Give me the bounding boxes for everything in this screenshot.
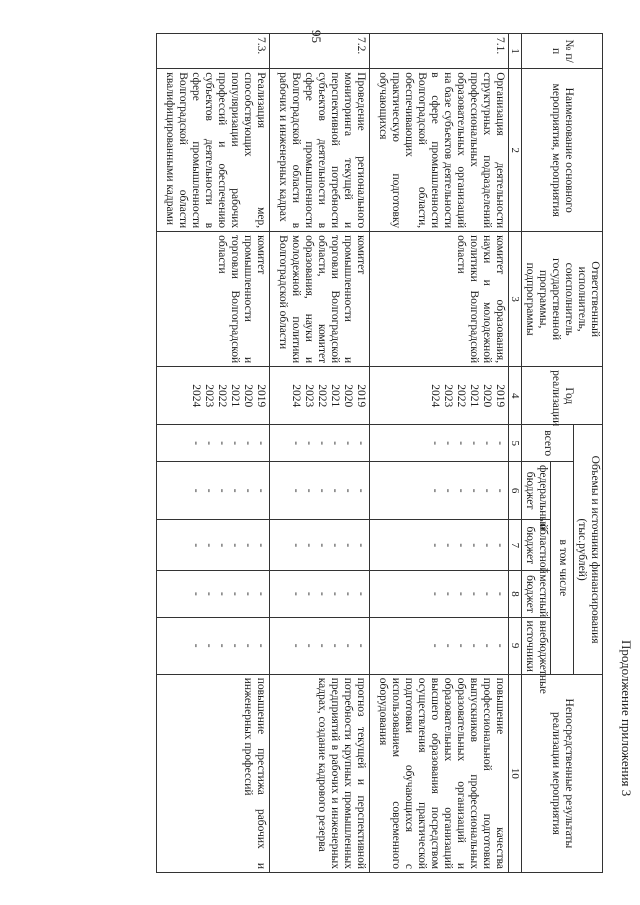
amount-dash: - (315, 543, 328, 548)
year-value: 2019 (354, 384, 367, 408)
amount-dash: - (241, 592, 254, 596)
col-num: 3 (508, 232, 521, 367)
amount-dash: - (190, 441, 203, 446)
header-results: Непосредственные результаты реализации мероприятия (522, 674, 603, 872)
measure-result: прогноз текущей и перспективной потребности крупных промышленных предприятий в рабочих и инженерных кадрах, создание кадрового резерва (269, 674, 369, 872)
year-list (269, 367, 369, 425)
amount-dash: - (454, 643, 467, 648)
col-num: 6 (508, 461, 521, 519)
measure-executor: комитет образования, науки и молодежной политики Волгоградской области (369, 232, 508, 367)
col-num: 1 (508, 34, 521, 69)
amount-dash: - (441, 643, 454, 648)
amount-dash: - (203, 592, 215, 596)
header-incl: в том числе (551, 461, 574, 674)
table-row (369, 34, 508, 873)
col-num: 2 (508, 69, 521, 232)
amount-dash: - (341, 592, 354, 596)
year-value: 2020 (480, 384, 493, 408)
amount-federal (157, 461, 270, 519)
year-value: 2024 (190, 384, 203, 408)
amount-dash: - (441, 488, 454, 493)
amount-dash: - (215, 643, 228, 648)
amount-dash: - (315, 488, 328, 493)
amount-dash: - (428, 488, 441, 493)
amount-dash: - (254, 643, 267, 648)
amount-total (157, 425, 270, 461)
measure-executor: комитет промышленности и торговли Волгоградской области (157, 232, 270, 367)
amount-dash: - (215, 488, 228, 493)
amount-dash: - (190, 543, 203, 548)
amount-dash: - (215, 441, 228, 446)
amount-dash: - (428, 643, 441, 648)
header-no: № п/п (522, 34, 603, 69)
amount-local (369, 571, 508, 617)
amount-dash: - (328, 543, 341, 548)
amount-regional (369, 520, 508, 571)
measure-executor: комитет промышленности и торговли Волгоградской области, комитет образования, науки и молодежной политики Волгоградской области (269, 232, 369, 367)
year-value: 2022 (215, 384, 228, 408)
amount-dash: - (493, 441, 506, 446)
row-number: 7.2. (269, 34, 369, 69)
amount-dash: - (315, 643, 328, 648)
amount-dash: - (241, 543, 254, 548)
year-value: 2023 (441, 384, 454, 408)
amount-total (369, 425, 508, 461)
amount-dash: - (328, 643, 341, 648)
col-num: 10 (508, 674, 521, 872)
amount-dash: - (289, 643, 302, 648)
amount-dash: - (480, 592, 493, 596)
amount-dash: - (228, 488, 241, 493)
header-total: всего (522, 425, 574, 461)
header-year: Год реализации (522, 367, 603, 425)
amount-dash: - (480, 441, 493, 446)
year-value: 2019 (254, 384, 267, 408)
page-number: 95 (309, 30, 324, 43)
amount-dash: - (341, 643, 354, 648)
amount-dash: - (190, 643, 203, 648)
amount-dash: - (228, 543, 241, 548)
amount-dash: - (428, 543, 441, 548)
continuation-label: Продолжение приложения 3 (619, 640, 634, 797)
amount-dash: - (454, 441, 467, 446)
header-funding: Объемы и источники финансирования (тыс.рублей) (574, 425, 603, 674)
amount-dash: - (354, 643, 367, 648)
header-executor: Ответственный исполнитель, соисполнитель государственной программы, подпрограммы (522, 232, 603, 367)
amount-dash: - (341, 543, 354, 548)
amount-dash: - (241, 441, 254, 446)
amount-dash: - (441, 592, 454, 596)
row-number: 7.3. (157, 34, 270, 69)
amount-dash: - (228, 592, 241, 596)
measure-name: Организация деятельности структурных подразделений профессиональных образовательных организаций на базе субъектов деятельности в сфере промышленности Волгоградской области, обеспечивающих практическую подготовку обучающихся (369, 69, 508, 232)
year-value: 2020 (341, 384, 354, 408)
amount-dash: - (428, 592, 441, 596)
col-num: 7 (508, 520, 521, 571)
measures-table (156, 33, 603, 873)
amount-dash: - (302, 643, 315, 648)
amount-dash: - (315, 441, 328, 446)
amount-extra (269, 617, 369, 674)
row-number: 7.1. (369, 34, 508, 69)
amount-dash: - (354, 592, 367, 596)
header-name: Наименование основного мероприятия, мероприятия (522, 69, 603, 232)
amount-dash: - (328, 488, 341, 493)
amount-dash: - (315, 592, 328, 596)
column-number-row (508, 34, 521, 873)
amount-dash: - (254, 592, 267, 596)
year-value: 2021 (328, 384, 341, 408)
amount-dash: - (215, 592, 228, 596)
amount-dash: - (254, 543, 267, 548)
measure-name: Проведение регионального мониторинга текущей и перспективной потребности субъектов деятельности в сфере промышленности Волгоградской области в рабочих и инженерных кадрах (269, 69, 369, 232)
year-value: 2024 (289, 384, 302, 408)
col-num: 5 (508, 425, 521, 461)
amount-dash: - (254, 488, 267, 493)
amount-federal (269, 461, 369, 519)
table-body (157, 34, 509, 873)
amount-dash: - (467, 488, 480, 493)
amount-dash: - (203, 488, 215, 493)
amount-extra (369, 617, 508, 674)
year-value: 2021 (228, 384, 241, 408)
amount-dash: - (241, 488, 254, 493)
amount-dash: - (354, 441, 367, 446)
amount-regional (157, 520, 270, 571)
amount-dash: - (190, 592, 203, 596)
amount-dash: - (289, 488, 302, 493)
amount-dash: - (328, 441, 341, 446)
amount-dash: - (441, 441, 454, 446)
amount-dash: - (493, 643, 506, 648)
amount-dash: - (289, 441, 302, 446)
amount-dash: - (302, 441, 315, 446)
year-list (157, 367, 270, 425)
amount-dash: - (203, 441, 215, 446)
amount-federal (369, 461, 508, 519)
amount-dash: - (467, 441, 480, 446)
amount-dash: - (190, 488, 203, 493)
amount-dash: - (302, 592, 315, 596)
amount-dash: - (289, 543, 302, 548)
amount-local (157, 571, 270, 617)
amount-dash: - (203, 643, 215, 648)
amount-dash: - (328, 592, 341, 596)
table-row (157, 34, 270, 873)
amount-extra (157, 617, 270, 674)
amount-dash: - (228, 441, 241, 446)
amount-total (269, 425, 369, 461)
amount-dash: - (428, 441, 441, 446)
amount-dash: - (480, 488, 493, 493)
year-value: 2023 (203, 384, 215, 408)
amount-dash: - (454, 592, 467, 596)
year-value: 2022 (315, 384, 328, 408)
amount-dash: - (254, 441, 267, 446)
amount-dash: - (441, 543, 454, 548)
amount-dash: - (302, 543, 315, 548)
year-list (369, 367, 508, 425)
header-extra: внебюджетные источники (522, 617, 551, 674)
col-num: 9 (508, 617, 521, 674)
year-value: 2020 (241, 384, 254, 408)
col-num: 4 (508, 367, 521, 425)
header-federal: федеральный бюджет (522, 461, 551, 519)
year-value: 2019 (493, 384, 506, 408)
amount-dash: - (493, 543, 506, 548)
amount-local (269, 571, 369, 617)
amount-dash: - (467, 543, 480, 548)
year-value: 2024 (428, 384, 441, 408)
amount-dash: - (480, 543, 493, 548)
amount-dash: - (341, 488, 354, 493)
amount-dash: - (480, 643, 493, 648)
amount-regional (269, 520, 369, 571)
amount-dash: - (341, 441, 354, 446)
amount-dash: - (454, 543, 467, 548)
header-regional: областной бюджет (522, 520, 551, 571)
amount-dash: - (241, 643, 254, 648)
amount-dash: - (215, 543, 228, 548)
amount-dash: - (354, 488, 367, 493)
amount-dash: - (354, 543, 367, 548)
amount-dash: - (467, 643, 480, 648)
measure-result: повышение качества профессиональной подготовки выпускников профессиональных образовательных организаций и образовательных организаций высшего образования посредством осуществления практической подготовки обучающихся с использованием современного оборудования (369, 674, 508, 872)
amount-dash: - (203, 543, 215, 548)
measure-result: повышение престижа рабочих и инженерных профессий (157, 674, 270, 872)
measure-name: Реализация мер, способствующих популяризации рабочих профессий и обеспечению субъектов деятельности в сфере промышленности Волгоградской области квалифицированными кадрами (157, 69, 270, 232)
table-row (269, 34, 369, 873)
year-value: 2021 (467, 384, 480, 408)
year-value: 2022 (454, 384, 467, 408)
amount-dash: - (302, 488, 315, 493)
year-value: 2023 (302, 384, 315, 408)
amount-dash: - (467, 592, 480, 596)
amount-dash: - (228, 643, 241, 648)
header-local: местный бюджет (522, 571, 551, 617)
amount-dash: - (493, 488, 506, 493)
amount-dash: - (493, 592, 506, 596)
amount-dash: - (454, 488, 467, 493)
amount-dash: - (289, 592, 302, 596)
col-num: 8 (508, 571, 521, 617)
